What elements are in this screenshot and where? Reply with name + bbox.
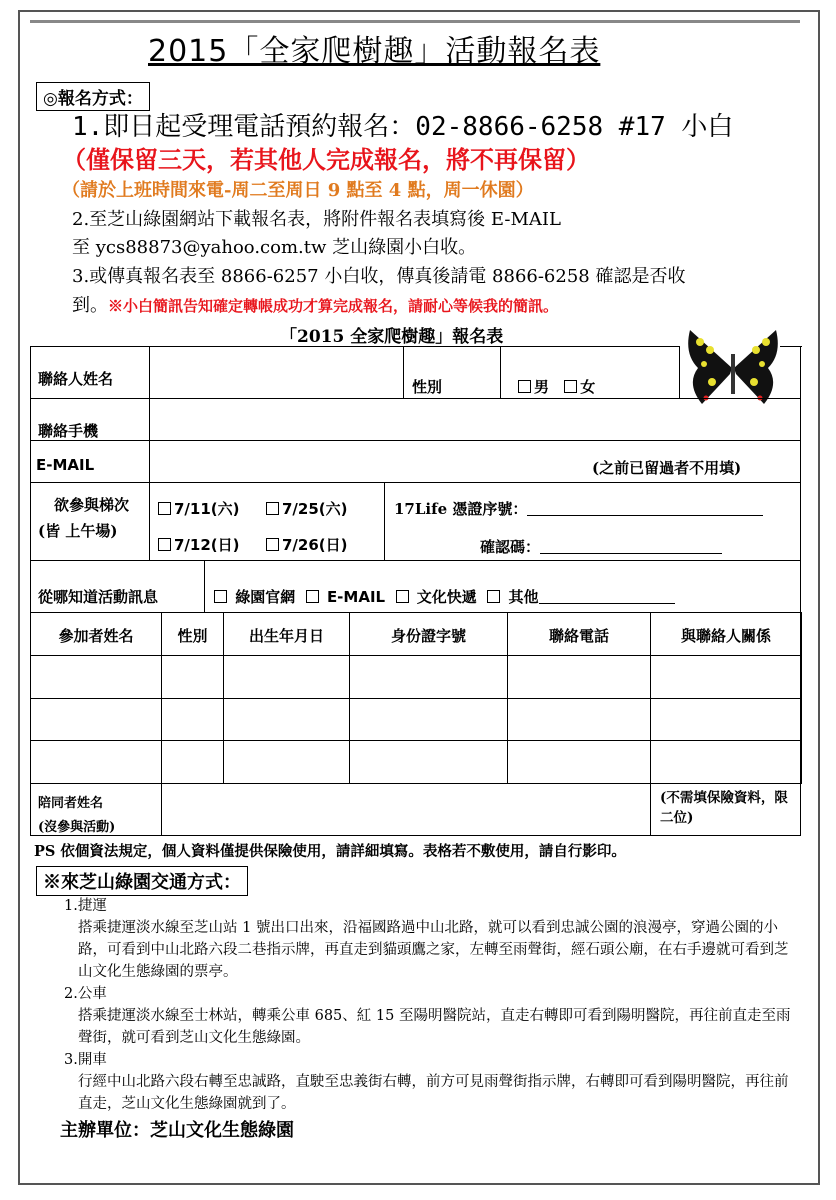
companion-label: 陪同者姓名 (38, 796, 104, 811)
participant-cell[interactable] (30, 740, 162, 784)
participant-cell[interactable] (161, 740, 224, 784)
participant-cell[interactable] (507, 655, 651, 699)
session-option: 7/26(日) (282, 536, 348, 554)
column-header (30, 612, 162, 656)
transport-label: 2.公車 (64, 986, 107, 1002)
participant-cell[interactable] (349, 740, 508, 784)
signup-line3b: 到。 (72, 295, 108, 316)
ps-note: PS 依個資法規定，個人資料僅提供保險使用，請詳細填寫。表格若不敷使用，請自行影印。 (34, 843, 626, 860)
signup-sms-note: ※小白簡訊告知確定轉帳成功才算完成報名，請耐心等候我的簡訊。 (108, 297, 559, 315)
signup-hours: （請於上班時間來電-周二至周日 9 點至 4 點，周一休園） (62, 180, 534, 201)
source-option: 綠園官網 (235, 588, 296, 606)
email-label: E-MAIL (36, 456, 95, 474)
confirm-label: 確認碼： (480, 538, 541, 556)
transport-text: 搭乘捷運淡水線至士林站，轉乘公車 685、紅 15 至陽明醫院站，直走右轉即可看到陽明醫院，再往前直走至雨聲街，就可看到芝山文化生態綠園。 (78, 1008, 791, 1046)
contact-name-input[interactable] (149, 346, 404, 399)
phone-input[interactable] (149, 398, 801, 441)
gender-label: 性別 (412, 378, 443, 396)
companion-insurance-note: (不需填保險資料，限二位) (660, 790, 788, 826)
session-checkbox[interactable] (158, 502, 171, 515)
voucher-label: 17Life 憑證序號： (394, 500, 528, 518)
phone-label: 聯絡手機 (38, 422, 99, 440)
source-label: 從哪知道活動訊息 (38, 588, 159, 606)
transport-label: 3.開車 (64, 1052, 107, 1068)
transport-text: 搭乘捷運淡水線至芝山站 1 號出口出來，沿福國路過中山北路，就可以看到忠誠公園的浪漫亭，穿過公園的小路，可看到中山北路六段二巷指示牌，再直走到貓頭鷹之家，左轉至雨聲街，經石頭公廟，在右手邊就可看到芝山文化生態綠園的票亭。 (78, 920, 789, 980)
contact-name-label: 聯絡人姓名 (38, 370, 114, 388)
participant-cell[interactable] (349, 655, 508, 699)
column-header-label: 出生年月日 (248, 627, 324, 645)
participant-cell[interactable] (650, 740, 802, 784)
page-title: 2015「全家爬樹趣」活動報名表 (148, 34, 601, 69)
source-checkbox[interactable] (487, 590, 500, 603)
participant-cell[interactable] (161, 655, 224, 699)
other-source-input[interactable] (539, 590, 675, 604)
participant-cell[interactable] (507, 698, 651, 741)
male-label: 男 (534, 378, 550, 396)
participant-cell[interactable] (223, 655, 350, 699)
source-option: 文化快遞 (416, 588, 477, 606)
column-header (349, 612, 508, 656)
session-option: 7/25(六) (282, 500, 348, 518)
session-checkbox[interactable] (266, 538, 279, 551)
column-header-label: 聯絡電話 (548, 627, 609, 645)
column-header-label: 性別 (177, 627, 208, 645)
top-rule (30, 20, 800, 23)
signup-line1: 1.即日起受理電話預約報名：02-8866-6258 #17 小白 (72, 112, 734, 142)
column-header-label: 參加者姓名 (58, 627, 134, 645)
organizer: 主辦單位：芝山文化生態綠園 (60, 1120, 294, 1141)
session-note: (皆 上午場) (38, 522, 118, 540)
signup-line2b: 至 ycs88873@yahoo.com.tw 芝山綠園小白收。 (72, 237, 477, 258)
voucher-input[interactable] (527, 502, 763, 516)
column-header (223, 612, 350, 656)
female-checkbox[interactable] (564, 380, 577, 393)
email-note: (之前已留過者不用填) (592, 459, 742, 477)
source-option: 其他 (508, 588, 539, 606)
column-header (507, 612, 651, 656)
session-label: 欲參與梯次 (54, 496, 130, 514)
companion-note: (沒參與活動) (38, 820, 116, 835)
male-checkbox[interactable] (518, 380, 531, 393)
participant-cell[interactable] (650, 655, 802, 699)
participant-cell[interactable] (223, 698, 350, 741)
confirm-code-input[interactable] (540, 540, 722, 554)
female-label: 女 (580, 378, 596, 396)
participant-cell[interactable] (349, 698, 508, 741)
form-title: 「2015 全家爬樹趣」報名表 (280, 327, 504, 347)
participant-cell[interactable] (161, 698, 224, 741)
companion-input[interactable] (161, 783, 651, 836)
signup-note: （僅保留三天，若其他人完成報名，將不再保留） (62, 145, 590, 174)
participant-cell[interactable] (30, 698, 162, 741)
column-header (650, 612, 802, 656)
column-header-label: 與聯絡人關係 (680, 627, 771, 645)
transport-text: 行經中山北路六段右轉至忠誠路，直駛至忠義街右轉，前方可見雨聲街指示牌，右轉即可看到陽明醫院，再往前直走，芝山文化生態綠園就到了。 (78, 1074, 789, 1112)
signup-line2a: 2.至芝山綠園網站下載報名表，將附件報名表填寫後 E-MAIL (72, 209, 561, 230)
participant-cell[interactable] (507, 740, 651, 784)
signup-heading: ◎報名方式： (36, 82, 150, 111)
session-checkbox[interactable] (266, 502, 279, 515)
source-option: E-MAIL (326, 588, 386, 606)
participant-cell[interactable] (223, 740, 350, 784)
source-checkbox[interactable] (396, 590, 409, 603)
transport-label: 1.捷運 (64, 898, 107, 914)
session-option: 7/12(日) (174, 536, 240, 554)
participant-cell[interactable] (30, 655, 162, 699)
source-checkbox[interactable] (306, 590, 319, 603)
source-checkbox[interactable] (214, 590, 227, 603)
signup-line3a: 3.或傳真報名表至 8866-6257 小白收，傳真後請電 8866-6258 確認是否收 (72, 266, 686, 287)
column-header (161, 612, 224, 656)
transport-heading: ※來芝山綠園交通方式： (36, 866, 248, 896)
session-option: 7/11(六) (174, 500, 240, 518)
session-checkbox[interactable] (158, 538, 171, 551)
column-header-label: 身份證字號 (390, 627, 466, 645)
participant-cell[interactable] (650, 698, 802, 741)
